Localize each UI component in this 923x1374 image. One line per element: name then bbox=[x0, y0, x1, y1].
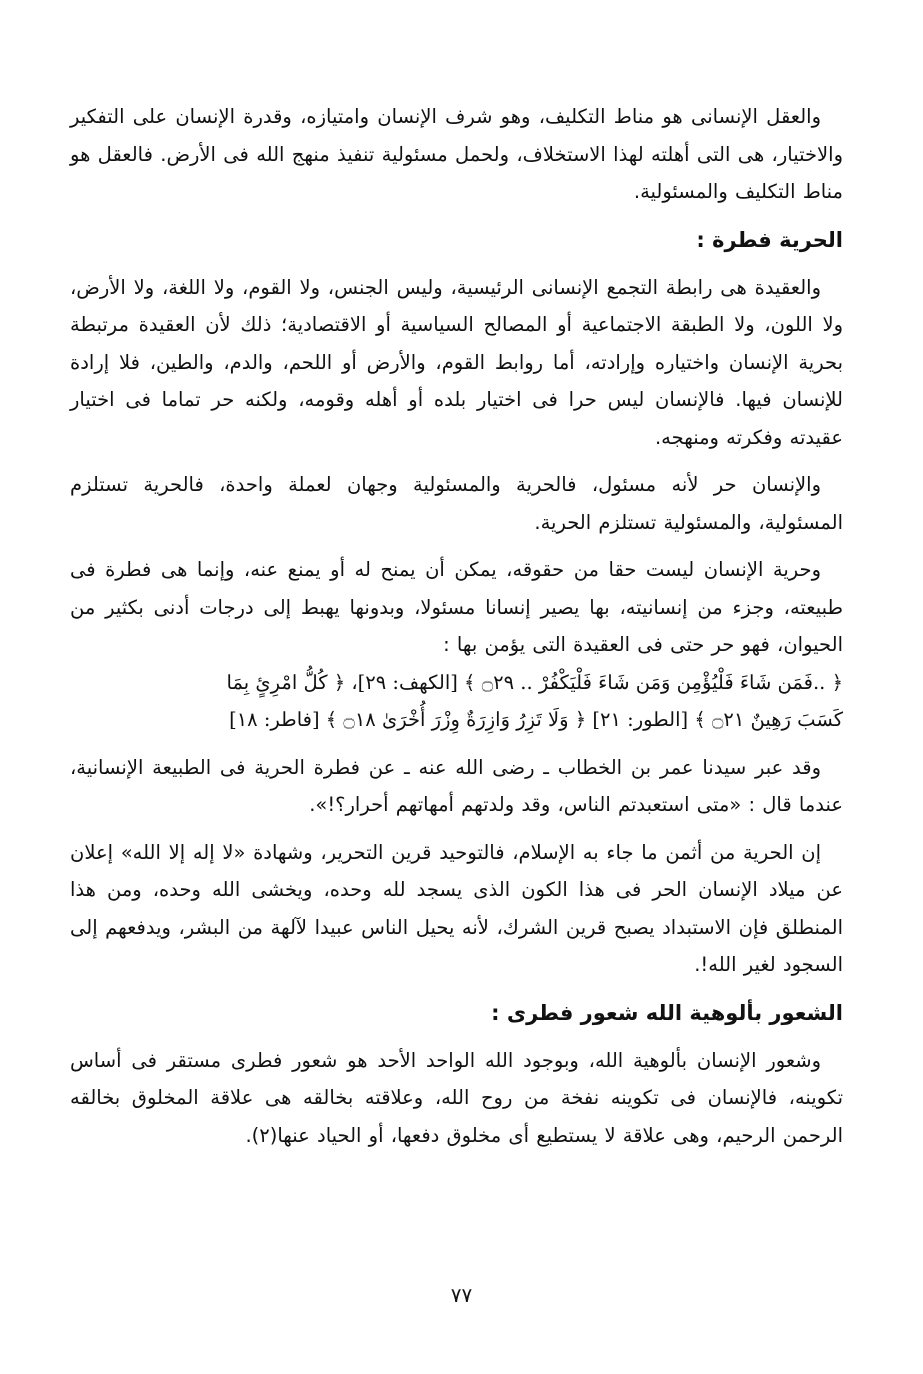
paragraph-freedom-nature: وحرية الإنسان ليست حقا من حقوقه، يمكن أن يمنح له أو يمنع عنه، وإنما هى فطرة فى طبيعته، وجزء من إنسانيته، بها يصير إنسانا مسئولا، وبدونها يهبط إلى درجات أدنى بكثير من الحيوان، فهو حر حتى فى العقيدة التى يؤمن بها : bbox=[70, 558, 843, 656]
paragraph-creed: والعقيدة هى رابطة التجمع الإنسانى الرئيسية، وليس الجنس، ولا القوم، ولا اللغة، ولا الأرض، ولا اللون، ولا الطبقة الاجتماعية أو المصالح السياسية أو الاقتصادية؛ ذلك لأن العقيدة مرتبطة بحرية الإنسان واختياره وإرادته، أما روابط القوم، والأرض أو اللحم، والدم، والطين، فلا إرادة للإنسان فيها. فالإنسان ليس حرا فى اختيار بلده أو أهله وقومه، ولكنه حر تماما فى اختيار عقيدته وفكرته ومنهجه. bbox=[70, 275, 843, 449]
verse-line-2: كَسَبَ رَهِينٌ ۝٢١ ﴾ [الطور: ٢١] ﴿ وَلَا تَزِرُ وَازِرَةٌ وِزْرَ أُخْرَىٰ ۝١٨ ﴾ [فاطر: ١٨] bbox=[229, 708, 843, 731]
verse-line-1: ﴿ ..فَمَن شَاءَ فَلْيُؤْمِن وَمَن شَاءَ فَلْيَكْفُرْ .. ۝٢٩ ﴾ [الكهف: ٢٩]، ﴿ كُلُّ امْرِئٍ بِمَا bbox=[226, 670, 843, 694]
paragraph-tawhid: إن الحرية من أثمن ما جاء به الإسلام، فالتوحيد قرين التحرير، وشهادة «لا إله إلا الله» إعلان عن ميلاد الإنسان الحر فى هذا الكون الذى يسجد لله وحده، ويخشى الله وحده، ومن هذا المنطلق فإن الاستبداد يصبح قرين الشرك، لأنه يحيل الناس عبيدا لآلهة من البشر، ويدفعهم إلى السجود لغير الله!. bbox=[70, 840, 843, 976]
quran-verses bbox=[70, 664, 843, 739]
heading-freedom-is-innate: الحرية فطرة : bbox=[696, 227, 843, 252]
paragraph-intellect: والعقل الإنسانى هو مناط التكليف، وهو شرف الإنسان وامتيازه، وقدرة الإنسان على التفكير والاختيار، هى التى أهلته لهذا الاستخلاف، ولحمل مسئولية تنفيذ منهج الله فى الأرض. فالعقل هو مناط التكليف والمسئولية. bbox=[70, 105, 843, 203]
page-number: ٧٧ bbox=[450, 1283, 473, 1307]
paragraph-feeling-divinity: وشعور الإنسان بألوهية الله، وبوجود الله الواحد الأحد هو شعور فطرى مستقر فى أساس تكوينه، فالإنسان فى تكوينه نفخة من روح الله، وعلاقته بخالقه هى علاقة المخلوق بخالقه الرحمن الرحيم، وهى علاقة لا يستطيع أى مخلوق دفعها، أو الحياد عنها(٢). bbox=[70, 1048, 843, 1147]
paragraph-responsibility: والإنسان حر لأنه مسئول، فالحرية والمسئولية وجهان لعملة واحدة، فالحرية تستلزم المسئولية، والمسئولية تستلزم الحرية. bbox=[70, 473, 843, 534]
paragraph-omar-quote: وقد عبر سيدنا عمر بن الخطاب ـ رضى الله عنه ـ عن فطرة الحرية فى الطبيعة الإنسانية، عندما قال : «متى استعبدتم الناس، وقد ولدتهم أمهاتهم أحرار؟!». bbox=[70, 755, 843, 816]
heading-divinity-innate: الشعور بألوهية الله شعور فطرى : bbox=[491, 1000, 843, 1025]
